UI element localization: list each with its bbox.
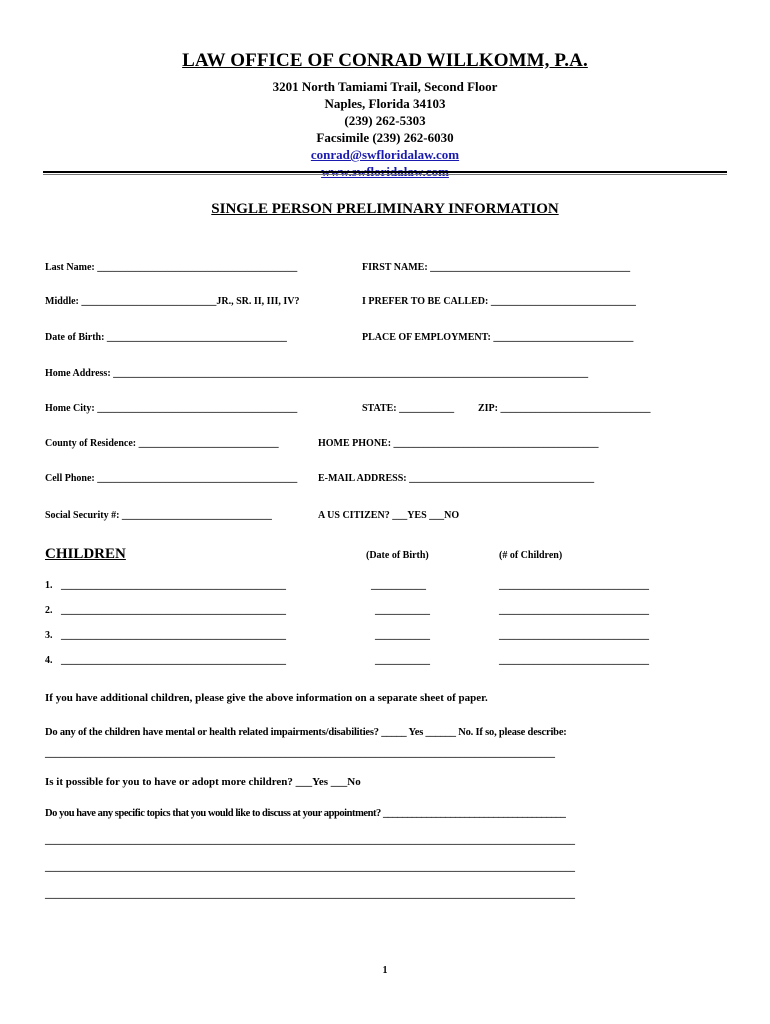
first-name-field[interactable]: FIRST NAME: ________________________________________ [362, 262, 631, 273]
zip-field[interactable]: ZIP: ______________________________ [478, 403, 651, 414]
website-link[interactable]: www.swfloridalaw.com [321, 164, 449, 179]
topics-line[interactable]: __________________________________________________________________________________________________________ [45, 862, 575, 873]
address-line-2: Naples, Florida 34103 [324, 96, 446, 111]
last-name-field[interactable]: Last Name: ________________________________________ [45, 262, 298, 273]
cell-phone-field[interactable]: Cell Phone: ________________________________________ [45, 473, 298, 484]
topics-question[interactable]: Do you have any specific topics that you would like to discuss at your appointment? ______________________________________ [45, 808, 566, 819]
ssn-field[interactable]: Social Security #: ______________________________ [45, 510, 272, 521]
home-address-field[interactable]: Home Address: _______________________________________________________________________________________________ [45, 368, 589, 379]
state-field[interactable]: STATE: ___________ [362, 403, 455, 414]
form-title: SINGLE PERSON PRELIMINARY INFORMATION [211, 201, 559, 217]
child-row-number: 1. [45, 580, 53, 591]
county-field[interactable]: County of Residence: ____________________________ [45, 438, 279, 449]
children-heading: CHILDREN [45, 546, 126, 562]
child-row-number: 3. [45, 630, 53, 641]
employment-field[interactable]: PLACE OF EMPLOYMENT: ____________________________ [362, 332, 634, 343]
child-dob-field[interactable]: ___________ [371, 580, 426, 591]
header-divider [43, 171, 727, 173]
impairments-description-line[interactable]: ______________________________________________________________________________________________________ [45, 748, 555, 759]
phone: (239) 262-5303 [344, 113, 426, 128]
middle-field[interactable]: Middle: ___________________________JR., SR. II, III, IV? [45, 296, 300, 307]
letterhead [0, 50, 770, 180]
home-city-field[interactable]: Home City: ________________________________________ [45, 403, 298, 414]
child-count-field[interactable]: ______________________________ [499, 605, 649, 616]
child-row-number: 2. [45, 605, 53, 616]
firm-name: LAW OFFICE OF CONRAD WILLKOMM, P.A. [182, 50, 588, 71]
child-name-field[interactable]: _____________________________________________ [61, 630, 286, 641]
child-dob-field[interactable]: ___________ [375, 605, 430, 616]
email-link[interactable]: conrad@swfloridalaw.com [310, 147, 460, 162]
children-count-column: (# of Children) [499, 550, 563, 561]
children-dob-column: (Date of Birth) [366, 550, 429, 561]
home-phone-field[interactable]: HOME PHONE: _________________________________________ [318, 438, 599, 449]
fax: Facsimile (239) 262-6030 [316, 130, 454, 145]
child-count-field[interactable]: ______________________________ [499, 580, 649, 591]
child-count-field[interactable]: ______________________________ [499, 630, 649, 641]
child-name-field[interactable]: _____________________________________________ [61, 580, 286, 591]
prefer-called-field[interactable]: I PREFER TO BE CALLED: _____________________________ [362, 296, 636, 307]
dob-field[interactable]: Date of Birth: ____________________________________ [45, 332, 287, 343]
us-citizen-field[interactable]: A US CITIZEN? ___YES ___NO [318, 510, 460, 521]
page-number: 1 [382, 965, 388, 976]
adopt-question[interactable]: Is it possible for you to have or adopt more children? ___Yes ___No [45, 776, 361, 788]
header-divider-thin [43, 174, 727, 175]
child-row-number: 4. [45, 655, 53, 666]
additional-children-note: If you have additional children, please give the above information on a separate sheet of paper. [45, 692, 488, 704]
topics-line[interactable]: __________________________________________________________________________________________________________ [45, 889, 575, 900]
child-count-field[interactable]: ______________________________ [499, 655, 649, 666]
address-line-1: 3201 North Tamiami Trail, Second Floor [272, 79, 498, 94]
child-name-field[interactable]: _____________________________________________ [61, 605, 286, 616]
email-address-field[interactable]: E-MAIL ADDRESS: _____________________________________ [318, 473, 595, 484]
child-name-field[interactable]: _____________________________________________ [61, 655, 286, 666]
topics-line[interactable]: __________________________________________________________________________________________________________ [45, 835, 575, 846]
child-dob-field[interactable]: ___________ [375, 655, 430, 666]
impairments-question[interactable]: Do any of the children have mental or health related impairments/disabilities? _____ Yes ______ No. If so, please describe: [45, 727, 567, 738]
child-dob-field[interactable]: ___________ [375, 630, 430, 641]
